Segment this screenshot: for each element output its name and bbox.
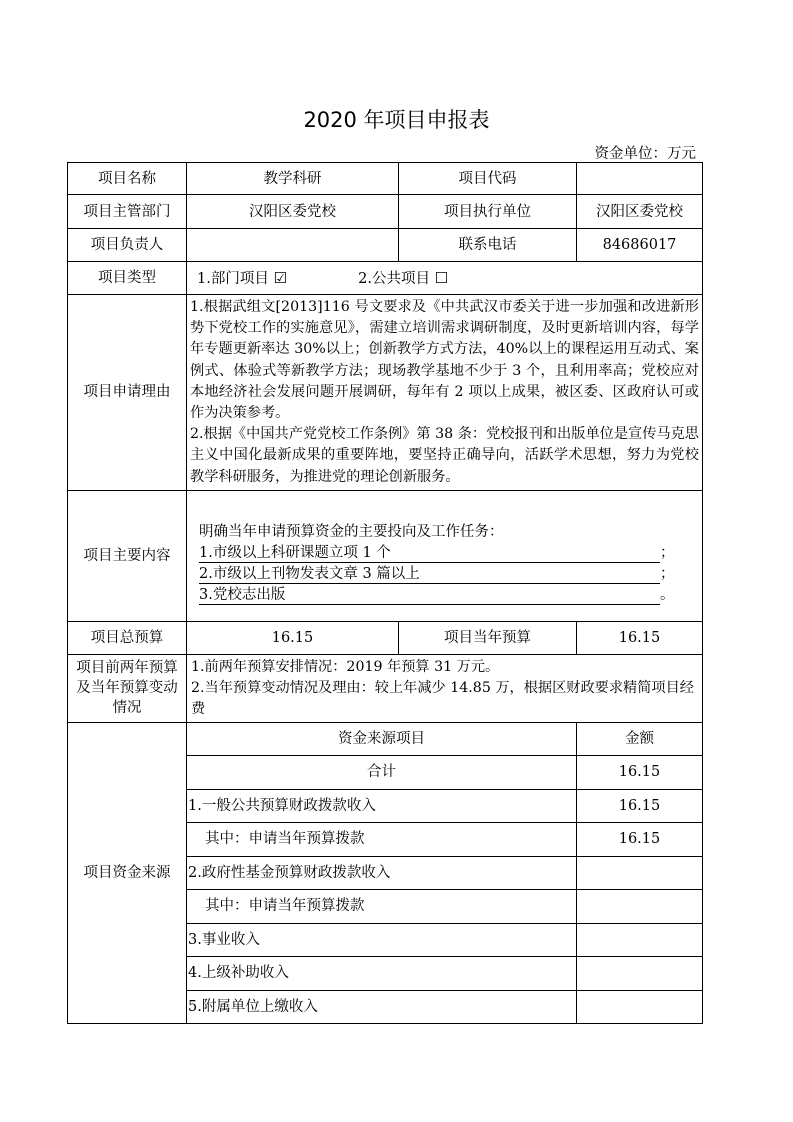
- value-total-budget: 16.15: [187, 621, 399, 654]
- checkbox-empty-icon[interactable]: ☐: [434, 268, 449, 287]
- funding-row-amount: 16.15: [577, 789, 703, 822]
- funding-row-label: 其中：申请当年预算拨款: [187, 889, 577, 923]
- funding-row-label: 4.上级补助收入: [187, 956, 577, 990]
- value-year-budget: 16.15: [577, 621, 703, 654]
- label-year-budget: 项目当年预算: [399, 621, 577, 654]
- label-type: 项目类型: [68, 262, 187, 295]
- budget-change-line-1: 1.前两年预算安排情况：2019 年预算 31 万元。: [191, 658, 500, 675]
- funding-row-label: 5.附属单位上缴收入: [187, 990, 577, 1023]
- label-phone: 联系电话: [399, 229, 577, 262]
- budget-change-line-2: 2.当年预算变动情况及理由：较上年减少 14.85 万，根据区财政要求精简项目经费: [191, 679, 694, 717]
- funding-row-amount: [577, 956, 703, 990]
- funding-row-amount: [577, 889, 703, 923]
- label-owner: 项目负责人: [68, 229, 187, 262]
- content-item: [199, 542, 674, 563]
- label-budget-change-line: 情况: [112, 700, 142, 717]
- label-budget-change-line: 及当年预算变动: [76, 680, 178, 697]
- value-owner: [187, 229, 399, 262]
- content-item-end: ；: [660, 544, 675, 561]
- project-type-options: [187, 262, 703, 295]
- content-item: [199, 584, 674, 605]
- funding-row-amount: 16.15: [577, 822, 703, 856]
- reason-paragraph-2: 2.根据《中国共产党党校工作条例》第 38 条：党校报刊和出版单位是宣传马克思主义中国化最新成果的重要阵地，要坚持正确导向，活跃学术思想，努力为党校教学科研服务，为推进党的理论创新服务。: [190, 426, 699, 485]
- funding-row-amount: 16.15: [577, 755, 703, 789]
- funding-row-label: 其中：申请当年预算拨款: [187, 822, 577, 856]
- content-item-text: 1.市级以上科研课题立项 1 个: [199, 543, 660, 563]
- project-application-table: [67, 162, 703, 1024]
- label-budget-change-line: 项目前两年预算: [76, 660, 178, 677]
- funding-row-label: 2.政府性基金预算财政拨款收入: [187, 856, 577, 889]
- value-exec-unit: 汉阳区委党校: [577, 195, 703, 229]
- checkbox-checked-icon[interactable]: ☑: [273, 268, 287, 287]
- label-reason: 项目申请理由: [68, 295, 187, 491]
- content-item-end: ；: [660, 565, 675, 582]
- value-project-name: 教学科研: [187, 163, 399, 195]
- reason-paragraph-1: 1.根据武组文[2013]116 号文要求及《中共武汉市委关于进一步加强和改进新形势下党校工作的实施意见》，需建立培训需求调研制度，及时更新培训内容，每学年专题更新率达 30%以上；创新教学方式方法，40%以上的课程运用互动式、案例式、体验式等新教学方法；现场教学基地不少于 3 个，且利用率高；党校应对本地经济社会发展问题开展调研，每年有 2 项以上成果，被区委、区政府认可或作为决策参考。: [190, 299, 699, 422]
- content-block: [187, 490, 703, 621]
- funding-row-label: 1.一般公共预算财政拨款收入: [187, 789, 577, 822]
- label-total-budget: 项目总预算: [68, 621, 187, 654]
- funding-row-label: 3.事业收入: [187, 923, 577, 956]
- budget-change-text: [187, 654, 703, 722]
- label-exec-unit: 项目执行单位: [399, 195, 577, 229]
- type-option-department: 1.部门项目: [197, 270, 269, 287]
- label-dept: 项目主管部门: [68, 195, 187, 229]
- funding-row-amount: [577, 923, 703, 956]
- label-budget-change: [68, 654, 187, 722]
- funding-row-amount: [577, 856, 703, 889]
- content-item-text: 2.市级以上刊物发表文章 3 篇以上: [199, 564, 660, 584]
- content-item-end: 。: [660, 586, 675, 603]
- page-title: 2020 年项目申报表: [303, 108, 490, 132]
- value-phone: 84686017: [577, 229, 703, 262]
- currency-unit: 资金单位：万元: [594, 146, 696, 162]
- reason-text: [187, 295, 703, 491]
- funding-header-source: 资金来源项目: [187, 722, 577, 755]
- label-project-code: 项目代码: [399, 163, 577, 195]
- label-content: 项目主要内容: [68, 490, 187, 621]
- funding-row-amount: [577, 990, 703, 1023]
- label-project-name: 项目名称: [68, 163, 187, 195]
- content-item: [199, 563, 674, 584]
- funding-header-amount: 金额: [577, 722, 703, 755]
- value-dept: 汉阳区委党校: [187, 195, 399, 229]
- label-funding: 项目资金来源: [68, 722, 187, 1023]
- funding-row-label: 合计: [187, 755, 577, 789]
- content-intro: 明确当年申请预算资金的主要投向及工作任务：: [199, 523, 504, 540]
- value-project-code: [577, 163, 703, 195]
- content-item-text: 3.党校志出版: [199, 585, 660, 605]
- type-option-public: 2.公共项目: [358, 270, 430, 287]
